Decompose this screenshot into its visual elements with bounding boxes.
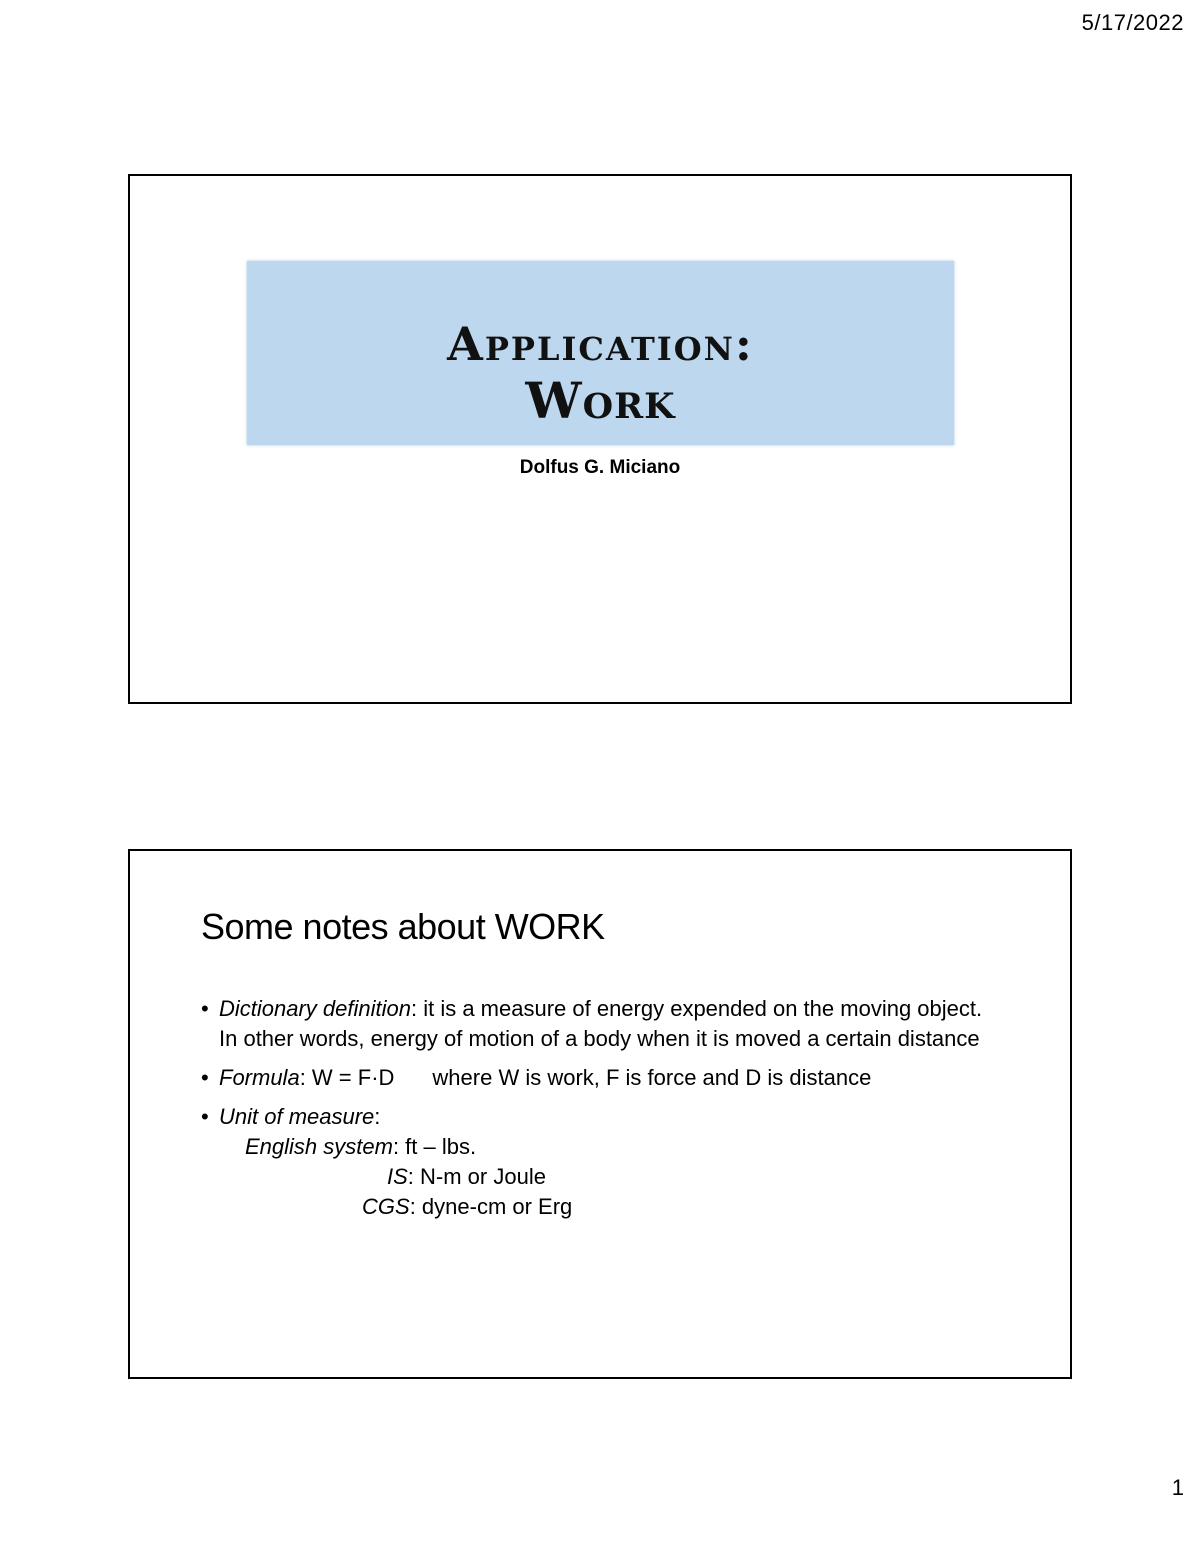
unit-is-value: : N-m or Joule xyxy=(407,1164,546,1189)
slide-title-line2: Work xyxy=(525,371,676,430)
notes-heading: Some notes about WORK xyxy=(201,906,605,947)
notes-body xyxy=(201,994,1001,1231)
page-number: 1 xyxy=(1171,1475,1184,1500)
unit-english-value: : ft – lbs. xyxy=(392,1134,477,1159)
title-slide xyxy=(128,174,1072,704)
bullet-dot: • xyxy=(201,1065,209,1090)
notes-slide xyxy=(128,849,1072,1379)
slide-title-line1: Application: xyxy=(447,317,754,371)
units-colon: : xyxy=(374,1104,381,1129)
formula-term: Formula xyxy=(219,1065,300,1090)
unit-cgs-label: CGS xyxy=(362,1194,410,1219)
bullet-dot: • xyxy=(201,1104,209,1129)
author-name: Dolfus G. Miciano xyxy=(519,457,681,478)
page-date: 5/17/2022 xyxy=(1081,10,1184,35)
unit-cgs xyxy=(219,1192,1001,1222)
bullet-formula xyxy=(201,1063,1001,1093)
unit-cgs-value: : dyne-cm or Erg xyxy=(409,1194,573,1219)
unit-is-label: IS xyxy=(387,1164,408,1189)
formula-explanation: where W is work, F is force and D is distance xyxy=(432,1065,872,1090)
bullet-dot: • xyxy=(201,996,209,1021)
unit-is xyxy=(219,1162,1001,1192)
title-banner xyxy=(247,261,954,445)
unit-english xyxy=(219,1132,1001,1162)
bullet-units xyxy=(201,1102,1001,1222)
unit-english-label: English system xyxy=(245,1134,393,1159)
units-term: Unit of measure xyxy=(219,1104,375,1129)
definition-term: Dictionary definition xyxy=(219,996,411,1021)
formula-expression: : W = F·D xyxy=(299,1065,395,1090)
definition-text: : it is a measure of energy expended on the moving object. In other words, energy of motion of a body when it is moved a certain distance xyxy=(219,996,983,1051)
bullet-definition xyxy=(201,994,1001,1054)
